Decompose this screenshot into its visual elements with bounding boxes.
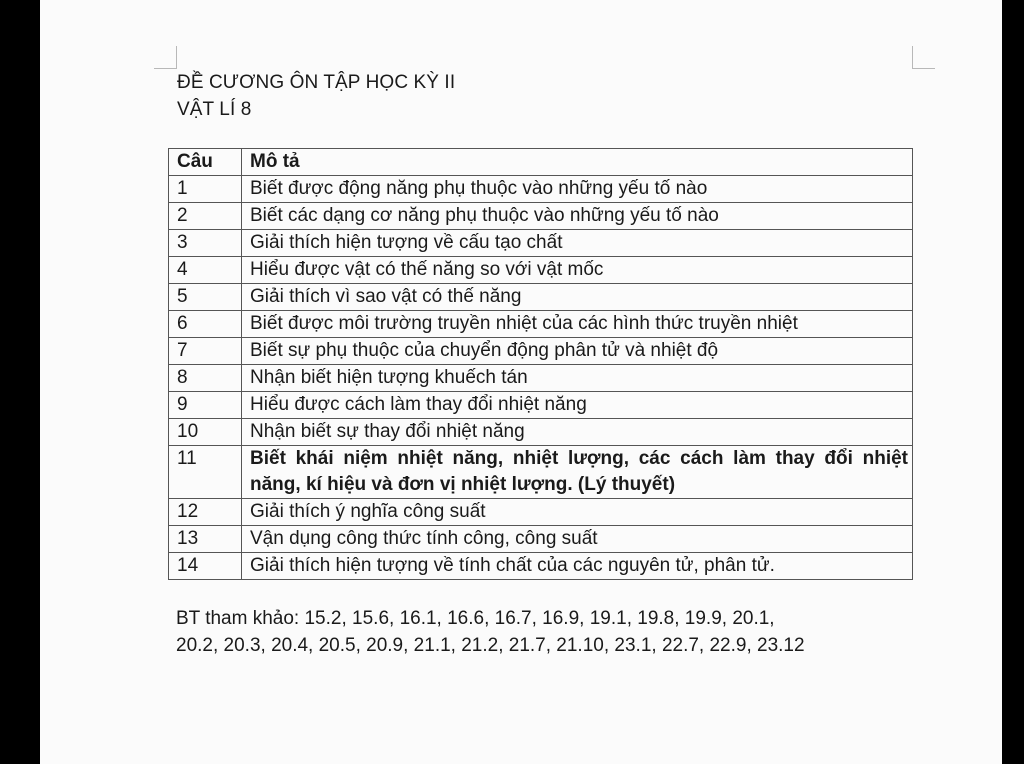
header-mo-ta: Mô tả [242, 149, 913, 176]
table-row [169, 230, 913, 257]
header-cau: Câu [169, 149, 242, 176]
row-number: 11 [169, 446, 242, 499]
reference-line: 20.2, 20.3, 20.4, 20.5, 20.9, 21.1, 21.2, 21.7, 21.10, 23.1, 22.7, 22.9, 23.12 [176, 635, 805, 656]
row-number: 5 [169, 284, 242, 311]
row-number: 12 [169, 499, 242, 526]
table-row [169, 526, 913, 553]
outline-table [168, 148, 913, 580]
crop-mark-top-left [154, 46, 177, 69]
table-row [169, 257, 913, 284]
table-row [169, 203, 913, 230]
document-subject: VẬT LÍ 8 [177, 99, 252, 120]
table-row [169, 446, 913, 499]
row-description: Biết khái niệm nhiệt năng, nhiệt lượng, các cách làm thay đổi nhiệt năng, kí hiệu và đơn vị nhiệt lượng. (Lý thuyết) [242, 446, 913, 499]
crop-mark-top-right [912, 46, 935, 69]
table-header-row [169, 149, 913, 176]
row-description: Vận dụng công thức tính công, công suất [242, 526, 913, 553]
table-row [169, 284, 913, 311]
row-description: Hiểu được vật có thế năng so với vật mốc [242, 257, 913, 284]
row-number: 6 [169, 311, 242, 338]
row-description: Giải thích vì sao vật có thế năng [242, 284, 913, 311]
document-page [40, 0, 1002, 764]
reference-exercises [176, 605, 916, 659]
table-row [169, 392, 913, 419]
row-description: Biết được động năng phụ thuộc vào những yếu tố nào [242, 176, 913, 203]
table-row [169, 365, 913, 392]
row-number: 7 [169, 338, 242, 365]
row-number: 2 [169, 203, 242, 230]
table-row [169, 499, 913, 526]
row-description: Giải thích hiện tượng về cấu tạo chất [242, 230, 913, 257]
row-number: 8 [169, 365, 242, 392]
row-description: Hiểu được cách làm thay đổi nhiệt năng [242, 392, 913, 419]
row-description: Biết sự phụ thuộc của chuyển động phân tử và nhiệt độ [242, 338, 913, 365]
row-description: Giải thích hiện tượng về tính chất của các nguyên tử, phân tử. [242, 553, 913, 580]
row-description: Nhận biết sự thay đổi nhiệt năng [242, 419, 913, 446]
row-number: 3 [169, 230, 242, 257]
table-row [169, 419, 913, 446]
row-number: 10 [169, 419, 242, 446]
table-row [169, 338, 913, 365]
row-description: Nhận biết hiện tượng khuếch tán [242, 365, 913, 392]
table-row [169, 553, 913, 580]
table-row [169, 176, 913, 203]
document-title: ĐỀ CƯƠNG ÔN TẬP HỌC KỲ II [177, 72, 456, 93]
row-description: Biết được môi trường truyền nhiệt của các hình thức truyền nhiệt [242, 311, 913, 338]
row-description: Giải thích ý nghĩa công suất [242, 499, 913, 526]
row-number: 1 [169, 176, 242, 203]
row-number: 13 [169, 526, 242, 553]
row-number: 14 [169, 553, 242, 580]
row-number: 4 [169, 257, 242, 284]
row-description: Biết các dạng cơ năng phụ thuộc vào những yếu tố nào [242, 203, 913, 230]
row-number: 9 [169, 392, 242, 419]
reference-line: BT tham khảo: 15.2, 15.6, 16.1, 16.6, 16.7, 16.9, 19.1, 19.8, 19.9, 20.1, [176, 608, 775, 629]
table-row [169, 311, 913, 338]
